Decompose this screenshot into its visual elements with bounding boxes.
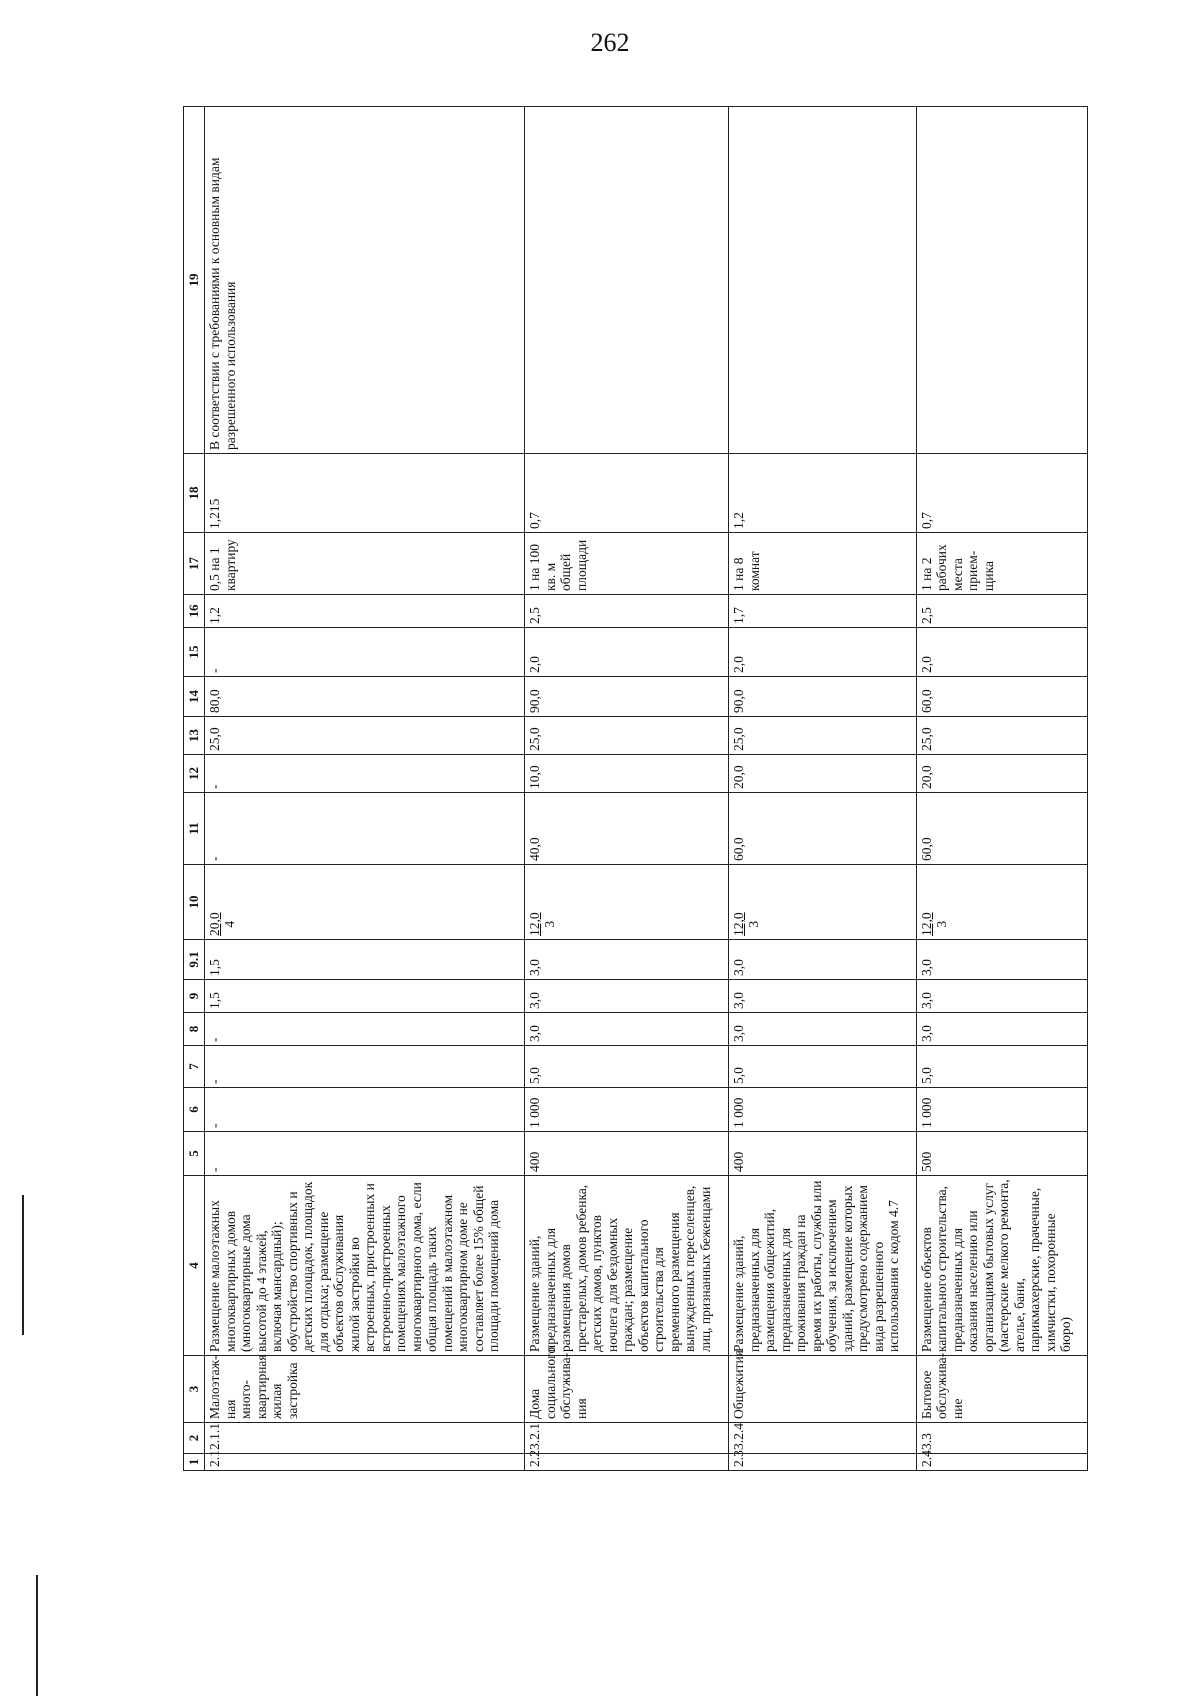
cell-row-number: 2.2	[525, 1454, 729, 1471]
cell-value: 1,5	[205, 980, 525, 1013]
cell-value: 25,0	[525, 717, 729, 755]
cell-use-description: Размещение малоэтажных многоквартирных домов (многоквартирные дома высотой до 4 этажей, включая мансардный); обустройство спортивных и детских площадок, площадок для отдыха; размещение объектов обслуживания жилой застройки во встроенных, пристроенных и встроенно-пристроенных помещениях малоэтажного многоквартирного дома, если общая площадь таких помещений в малоэтажном многоквартирном доме не составляет более 15% общей площади помещений дома	[205, 1176, 525, 1356]
cell-value: 10,0	[525, 755, 729, 793]
fraction-numerator: 20,0	[207, 912, 222, 936]
cell-value: -	[205, 628, 525, 677]
fraction-denominator: 3	[542, 920, 558, 928]
col-header: 4	[184, 1176, 205, 1356]
scan-margin-mark	[36, 1575, 38, 1696]
cell-value: 3,0	[916, 980, 1087, 1013]
cell-value: 2,5	[916, 595, 1087, 628]
cell-value: 3,0	[916, 1013, 1087, 1046]
fraction-denominator: 3	[933, 920, 949, 928]
cell-value: 2,0	[916, 628, 1087, 677]
col-header: 3	[184, 1356, 205, 1423]
rotated-table-sheet	[183, 107, 1088, 1471]
cell-value: 20,0	[916, 755, 1087, 793]
col-header: 6	[184, 1088, 205, 1132]
cell-fraction	[916, 865, 1087, 940]
cell-value: 1 000	[525, 1088, 729, 1132]
cell-fraction	[205, 865, 525, 940]
cell-value: -	[205, 755, 525, 793]
col-header: 2	[184, 1423, 205, 1454]
col-header: 14	[184, 677, 205, 717]
fraction-numerator: 12,0	[918, 912, 934, 936]
cell-value: 1,2	[729, 454, 917, 533]
cell-use-code: 3.2.1	[525, 1423, 729, 1454]
cell-value: -	[205, 1046, 525, 1088]
cell-use-description: Размещение зданий, предназначенных для размещения домов престарелых, домов ребенка, детских домов, пунктов ночлега для бездомных граждан; размещение объектов капитального строительства для временного размещения вынужденных переселенцев, лиц, признанных беженцами	[525, 1176, 729, 1356]
page-number: 262	[590, 28, 630, 57]
cell-notes	[916, 107, 1087, 454]
cell-value: 80,0	[205, 677, 525, 717]
cell-value: -	[205, 1088, 525, 1132]
cell-use-description: Размещение зданий, предназначенных для размещения общежитий, предназначенных для проживания граждан на время их работы, службы или обучения, за исключением зданий, размещение которых предусмотрено содержанием вида разрешенного использования с кодом 4.7	[729, 1176, 917, 1356]
cell-use-code: 2.1.1	[205, 1423, 525, 1454]
cell-value: 2,5	[525, 595, 729, 628]
col-header: 10	[184, 865, 205, 940]
cell-use-name: Общежития	[729, 1356, 917, 1423]
cell-value: 5,0	[729, 1046, 917, 1088]
cell-use-code: 3.2.4	[729, 1423, 917, 1454]
col-header: 5	[184, 1132, 205, 1176]
table-row	[729, 107, 917, 1471]
cell-value: 1,215	[205, 454, 525, 533]
cell-fraction	[525, 865, 729, 940]
table-row	[916, 107, 1087, 1471]
cell-value: 3,0	[525, 980, 729, 1013]
cell-value: 0,7	[525, 454, 729, 533]
cell-parking-norm: 1 на 2 рабочих места прием-щика	[916, 533, 1087, 595]
col-header: 16	[184, 595, 205, 628]
cell-notes	[525, 107, 729, 454]
zoning-parameters-table	[183, 106, 1088, 1471]
cell-parking-norm: 0,5 на 1 квартиру	[205, 533, 525, 595]
cell-use-description: Размещение объектов капитального строительства, предназначенных для оказания населению или организациям бытовых услуг (мастерские мелкого ремонта, ателье, бани, парикмахерские, прачечные, химчистки, похоронные бюро)	[916, 1176, 1087, 1356]
cell-value: 3,0	[916, 940, 1087, 980]
cell-row-number: 2.3	[729, 1454, 917, 1471]
fraction-numerator: 12,0	[527, 912, 543, 936]
cell-use-code: 3.3	[916, 1423, 1087, 1454]
cell-parking-norm: 1 на 8 комнат	[729, 533, 917, 595]
col-header: 11	[184, 793, 205, 865]
cell-row-number: 2.1	[205, 1454, 525, 1471]
cell-notes: В соответствии с требованиями к основным видам разрешенного использования	[205, 107, 525, 454]
col-header: 8	[184, 1013, 205, 1046]
col-header: 12	[184, 755, 205, 793]
col-header: 1	[184, 1454, 205, 1471]
table-row	[525, 107, 729, 1471]
fraction-denominator: 3	[746, 920, 762, 928]
cell-value: 500	[916, 1132, 1087, 1176]
header-row	[184, 107, 205, 1471]
cell-value: 400	[729, 1132, 917, 1176]
cell-value: 20,0	[729, 755, 917, 793]
cell-value: -	[205, 1132, 525, 1176]
col-header: 18	[184, 454, 205, 533]
cell-value: 3,0	[729, 940, 917, 980]
cell-value: 5,0	[525, 1046, 729, 1088]
cell-value: 2,0	[525, 628, 729, 677]
col-header: 9	[184, 980, 205, 1013]
cell-value: 25,0	[729, 717, 917, 755]
cell-value: 3,0	[729, 980, 917, 1013]
cell-value: 1,2	[205, 595, 525, 628]
cell-row-number: 2.4	[916, 1454, 1087, 1471]
col-header: 9.1	[184, 940, 205, 980]
col-header: 17	[184, 533, 205, 595]
cell-notes	[729, 107, 917, 454]
table-row	[205, 107, 525, 1471]
cell-value: 60,0	[729, 793, 917, 865]
cell-value: 400	[525, 1132, 729, 1176]
cell-parking-norm: 1 на 100 кв. м общей площади	[525, 533, 729, 595]
col-header: 7	[184, 1046, 205, 1088]
cell-value: 1 000	[916, 1088, 1087, 1132]
cell-value: 1 000	[729, 1088, 917, 1132]
col-header: 13	[184, 717, 205, 755]
cell-value: 3,0	[729, 1013, 917, 1046]
cell-value: 90,0	[729, 677, 917, 717]
cell-value: 3,0	[525, 1013, 729, 1046]
cell-use-name: Дома социального обслужива-ния	[525, 1356, 729, 1423]
cell-value: 1,7	[729, 595, 917, 628]
cell-value: 25,0	[205, 717, 525, 755]
cell-value: -	[205, 793, 525, 865]
cell-value: 3,0	[525, 940, 729, 980]
col-header: 19	[184, 107, 205, 454]
cell-use-name: Малоэтаж-ная много-квартирная жилая застройка	[205, 1356, 525, 1423]
cell-value: 5,0	[916, 1046, 1087, 1088]
cell-value: -	[205, 1013, 525, 1046]
scan-margin-mark	[22, 1195, 24, 1335]
cell-value: 60,0	[916, 793, 1087, 865]
cell-value: 1,5	[205, 940, 525, 980]
fraction-numerator: 12,0	[731, 912, 747, 936]
cell-value: 2,0	[729, 628, 917, 677]
cell-value: 60,0	[916, 677, 1087, 717]
cell-value: 0,7	[916, 454, 1087, 533]
cell-value: 25,0	[916, 717, 1087, 755]
cell-fraction	[729, 865, 917, 940]
cell-use-name: Бытовое обслужива-ние	[916, 1356, 1087, 1423]
cell-value: 40,0	[525, 793, 729, 865]
cell-value: 90,0	[525, 677, 729, 717]
col-header: 15	[184, 628, 205, 677]
fraction-denominator: 4	[222, 920, 237, 928]
